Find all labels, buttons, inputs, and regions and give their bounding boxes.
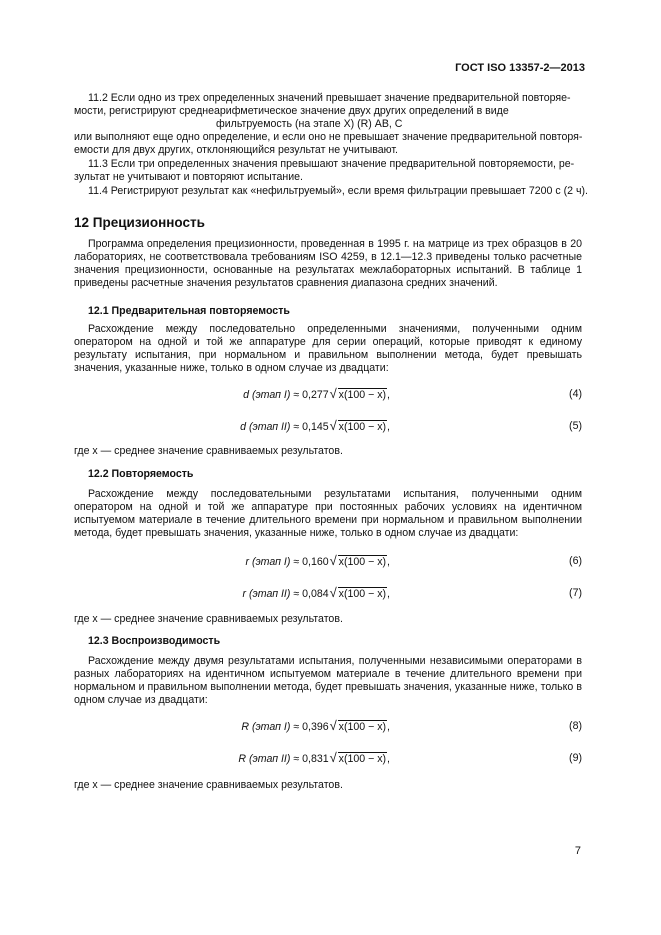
section-12-1-title: 12.1 Предварительная повторяемость [88,305,290,317]
eq7-lhs: r [242,588,247,600]
equation-8 [200,720,582,736]
eq4-stage: (этап I) [251,389,291,401]
equation-9 [200,752,582,768]
eq7-radicand: √ x(100 − x) [338,587,387,600]
s12-3-where: где x — среднее значение сравниваемых результатов. [74,779,343,791]
eq6-lhs: r [245,556,249,568]
eq5-coef: ≈ 0,145 [293,421,329,433]
equation-4 [200,388,582,404]
eq5-number: (5) [569,420,582,432]
equation-5 [200,420,582,436]
section-12-intro: Программа определения прецизионности, проведенная в 1995 г. на матрице из трех образцов в 20 лабораториях, не соответствовала требованиям ISO 4259, в 12.1—12.3 приведены только расчетные значения прецизионности, основанные на результатах межлабораторных испытаний. В таблице 1 приведены расчетные значения результатов сравнения диапазона средних значений. [74,238,582,289]
eq5-stage: (этап II) [249,421,291,433]
s11-2-line2: мости, регистрируют среднеарифметическое значение двух других определений в виде [74,105,509,117]
section-12-2-title: 12.2 Повторяемость [88,468,194,480]
equation-6 [200,555,582,571]
eq5-lhs: d [240,421,247,433]
eq9-tail: , [387,753,390,765]
s11-2-line3: фильтруемость (на этапе X) (R) АВ, С [216,118,403,130]
eq7-number: (7) [569,587,582,599]
eq9-coef: ≈ 0,831 [293,753,329,765]
eq4-radicand: √ x(100 − x) [338,388,387,401]
eq6-tail: , [387,556,390,568]
eq6-radicand: √ x(100 − x) [338,555,387,568]
s11-3-line2: зультат не учитывают и повторяют испытание. [74,171,303,183]
s11-2-line4: или выполняют еще одно определение, и если оно не превышает значение предварительной повторя- [74,131,583,143]
eq9-number: (9) [569,752,582,764]
equation-7 [200,587,582,603]
eq7-stage: (этап II) [249,588,291,600]
section-12-3-title: 12.3 Воспроизводимость [88,635,221,647]
s12-1-where: где x — среднее значение сравниваемых результатов. [74,445,343,457]
page-number: 7 [574,845,581,857]
eq8-lhs: R [241,721,249,733]
eq4-lhs: d [243,389,249,401]
section-12-2-body: Расхождение между последовательными результатами испытания, полученными одним оператором на одной и той же аппаратуре при постоянных рабочих условиях на идентичном испытуемом материале в течение длительного времени при нормальном и правильном выполнении метода, будет превышать значения, указанные ниже, только в одном случае из двадцати: [74,488,582,539]
s11-3-line1: 11.3 Если три определенных значения превышают значение предварительной повторяемости, ре- [88,158,575,170]
s11-2-line5: емости для двух других, отклоняющийся результат не учитывают. [74,144,398,156]
eq8-coef: ≈ 0,396 [293,721,329,733]
section-12-title: 12 Прецизионность [74,215,205,230]
section-12-1-body: Расхождение между последовательно определенными значениями, полученными одним оператором на одной и той же аппаратуре для серии операций, которые приводят к единому результату испытания, при нормальном и правильном выполнении метода, будет превышать значения, указанные ниже, только в одном случае из двадцати: [74,323,582,374]
eq8-stage: (этап I) [251,721,291,733]
eq9-stage: (этап II) [249,753,291,765]
eq9-radicand: √ x(100 − x) [338,752,387,765]
s12-2-where: где x — среднее значение сравниваемых результатов. [74,613,343,625]
eq4-number: (4) [569,388,582,400]
eq4-tail: , [387,389,390,401]
eq9-lhs: R [238,753,247,765]
eq7-coef: ≈ 0,084 [293,588,329,600]
eq5-radicand: √ x(100 − x) [338,420,387,433]
eq4-coef: ≈ 0,277 [293,389,329,401]
eq5-tail: , [387,421,390,433]
eq6-stage: (этап I) [251,556,291,568]
eq6-number: (6) [569,555,582,567]
eq8-radicand: √ x(100 − x) [338,720,387,733]
eq8-number: (8) [569,720,582,732]
s11-4-line1: 11.4 Регистрируют результат как «нефильтруемый», если время фильтрации превышает 7200 с (2 ч). [88,185,588,197]
eq6-coef: ≈ 0,160 [293,556,329,568]
document-header: ГОСТ ISO 13357-2—2013 [455,62,585,74]
eq7-tail: , [387,588,390,600]
s11-2-line1: 11.2 Если одно из трех определенных значений превышает значение предварительной повторяе- [88,92,571,104]
section-12-3-body: Расхождение между двумя результатами испытания, полученными независимыми операторами в разных лабораториях на идентичном испытуемом материале в течение длительного времени при нормальном и правильном выполнении метода, будет превышать значения, указанные ниже, только в одном случае из двадцати: [74,655,582,706]
eq8-tail: , [387,721,390,733]
